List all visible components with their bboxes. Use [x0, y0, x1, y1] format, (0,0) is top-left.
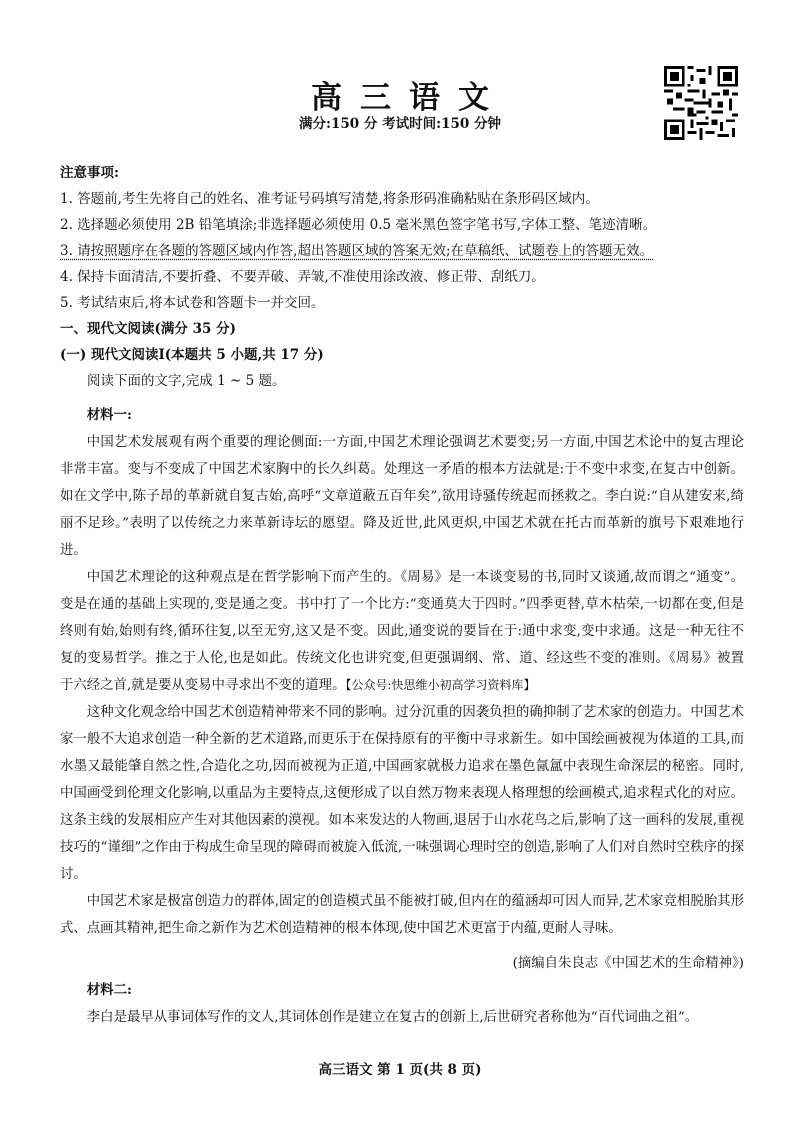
note-item: 4. 保持卡面清洁,不要折叠、不要弄破、弄皱,不准使用涂改液、修正带、刮纸刀。 [60, 269, 545, 285]
note-item: 5. 考试结束后,将本试卷和答题卡一并交回。 [60, 295, 325, 311]
reading-passage [60, 402, 744, 1031]
subsection-heading: (一) 现代文阅读Ⅰ(本题共 5 小题,共 17 分) [60, 347, 324, 363]
qr-code-icon [664, 66, 738, 140]
paragraph: 这种文化观念给中国艺术创造精神带来不同的影响。过分沉重的因袭负担的确抑制了艺术家的创造力。中国艺术家一般不大追求创造一种全新的艺术道路,而更乐于在保持原有的平衡中寻求新生。如中国绘画被视为体道的工具,而水墨又最能肇自然之性,合造化之功,因而被视为正道,中国画家就极力追求在墨色氤氲中表现生命深层的秘密。同时,中国画受到伦理文化影响,以重品为主要特点,这便形成了以自然万物来表现人格理想的绘画模式,追求程式化的对应。这条主线的发展相应产生对其他因素的漠视。如本来发达的人物画,退居于山水花鸟之后,影响了这一画科的发展,重视技巧的“谨细”之作由于构成生命呈现的障碍而被旋入低流,一味强调心理时空的创造,影响了人们对自然时空秩序的探讨。 [60, 705, 744, 882]
paragraph: 中国艺术家是极富创造力的群体,固定的创造模式虽不能被打破,但内在的蕴涵却可因人而异,艺术家竞相脱胎其形式、点画其精神,把生命之新作为艺术创造精神的根本体现,使中国艺术更富于内蕴,更耐人寻味。 [60, 894, 744, 936]
paragraph: 中国艺术发展观有两个重要的理论侧面:一方面,中国艺术理论强调艺术要变;另一方面,中国艺术论中的复古理论非常丰富。变与不变成了中国艺术家胸中的长久纠葛。处理这一矛盾的根本方法就是:于不变中求变,在复古中创新。如在文学中,陈子昂的革新就自复古始,高呼“文章道蔽五百年矣”,欲用诗骚传统起而拯救之。李白说:“自从建安来,绮丽不足珍。”表明了以传统之力来革新诗坛的愿望。降及近世,此风更炽,中国艺术就在托古而革新的旗号下艰难地行进。 [60, 435, 744, 558]
source-citation: (摘编自朱良志《中国艺术的生命精神》) [512, 956, 744, 971]
section-heading: 一、现代文阅读(满分 35 分) [60, 321, 236, 337]
paragraph [60, 564, 744, 699]
page-title: 高三语文 [311, 80, 507, 116]
instruction: 阅读下面的文字,完成 1 ~ 5 题。 [87, 373, 286, 389]
notes-section [60, 160, 760, 394]
note-item: 3. 请按照题序在各题的答题区域内作答,超出答题区域的答案无效;在草稿纸、试题卷上的答题无效。 [60, 243, 654, 259]
watermark-text: 【公众号:快思维小初高学习资料库】 [345, 678, 536, 692]
note-item: 2. 选择题必须使用 2B 铅笔填涂;非选择题必须使用 0.5 毫米黑色签字笔书写,字体工整、笔迹清晰。 [60, 217, 657, 233]
exam-info: 满分:150 分 考试时间:150 分钟 [299, 116, 501, 132]
material-one-label: 材料一: [86, 407, 132, 423]
paragraph-text: 中国艺术理论的这种观点是在哲学影响下而产生的。《周易》是一本谈变易的书,同时又谈通,故而谓之“通变”。变是在通的基础上实现的,变是通之变。书中打了一个比方:“变通莫大于四时。”四季更替,草木枯荣,一切都在变,但是终则有始,始则有终,循环往复,以至无穷,这又是不变。因此,通变说的要旨在于:通中求变,变中求通。这是一种无往不复的变易哲学。推之于人伦,也是如此。传统文化也讲究变,但更强调纲、常、道、经这些不变的准则。《周易》被置于六经之首,就是要从变易中寻求出不变的道理。 [60, 570, 744, 693]
material-two-label: 材料二: [86, 982, 132, 998]
note-item: 1. 答题前,考生先将自己的姓名、准考证号码填写清楚,将条形码准确粘贴在条形码区域内。 [60, 191, 599, 207]
paragraph: 李白是最早从事词体写作的文人,其词体创作是建立在复古的创新上,后世研究者称他为“百代词曲之祖”。 [86, 1010, 699, 1025]
notes-heading: 注意事项: [60, 165, 119, 181]
page-footer: 高三语文 第 1 页(共 8 页) [318, 1062, 482, 1078]
